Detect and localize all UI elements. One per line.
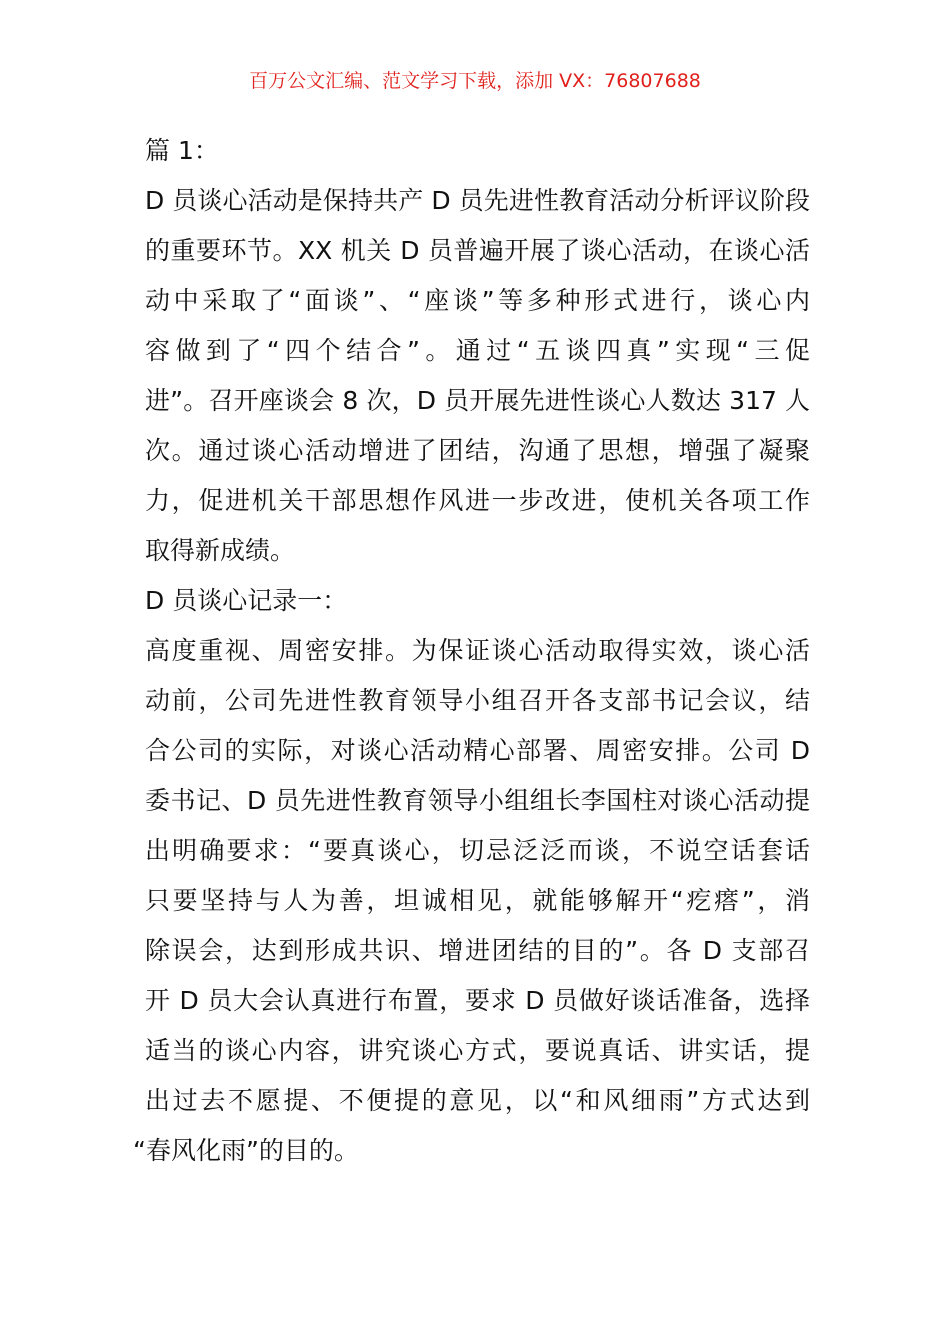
record-heading: D 员谈心记录一：	[145, 586, 348, 615]
paragraph-line: 开 D 员大会认真进行布置，要求 D 员做好谈话准备，选择	[145, 986, 810, 1015]
document-body	[133, 126, 810, 1176]
paragraph-line: 动中采取了“面谈”、“座谈”等多种形式进行，谈心内	[145, 286, 810, 315]
paragraph-line: 委书记、D 员先进性教育领导小组组长李国柱对谈心活动提	[145, 786, 810, 815]
paragraph-line: 出过去不愿提、不便提的意见，以“和风细雨”方式达到	[145, 1086, 810, 1115]
paragraph-line: 除误会，达到形成共识、增进团结的目的”。各 D 支部召	[145, 936, 810, 965]
paragraph-line: 次。通过谈心活动增进了团结，沟通了思想，增强了凝聚	[145, 436, 810, 465]
paragraph-line: 只要坚持与人为善，坦诚相见，就能够解开“疙瘩”，消	[145, 886, 810, 915]
paragraph-line: 出明确要求：“要真谈心，切忌泛泛而谈，不说空话套话	[145, 836, 810, 865]
paragraph-line: 动前，公司先进性教育领导小组召开各支部书记会议，结	[145, 686, 810, 715]
paragraph-line: 合公司的实际，对谈心活动精心部署、周密安排。公司 D	[145, 736, 810, 765]
paragraph-line: 适当的谈心内容，讲究谈心方式，要说真话、讲实话，提	[145, 1036, 810, 1065]
paragraph-line: 取得新成绩。	[145, 536, 296, 565]
paragraph-line: 进”。召开座谈会 8 次，D 员开展先进性谈心人数达 317 人	[145, 386, 810, 415]
paragraph-line: 高度重视、周密安排。为保证谈心活动取得实效，谈心活	[145, 636, 810, 665]
paragraph-line: “春风化雨”的目的。	[133, 1136, 359, 1165]
paragraph-line: 容做到了“四个结合”。通过“五谈四真”实现“三促	[145, 336, 810, 365]
watermark-header: 百万公文汇编、范文学习下载，添加 VX：76807688	[249, 70, 701, 92]
paragraph-line: 力，促进机关干部思想作风进一步改进，使机关各项工作	[145, 486, 810, 515]
section-heading: 篇 1：	[145, 136, 219, 165]
paragraph-line: 的重要环节。XX 机关 D 员普遍开展了谈心活动，在谈心活	[145, 236, 810, 265]
paragraph-line: D 员谈心活动是保持共产 D 员先进性教育活动分析评议阶段	[145, 186, 810, 215]
